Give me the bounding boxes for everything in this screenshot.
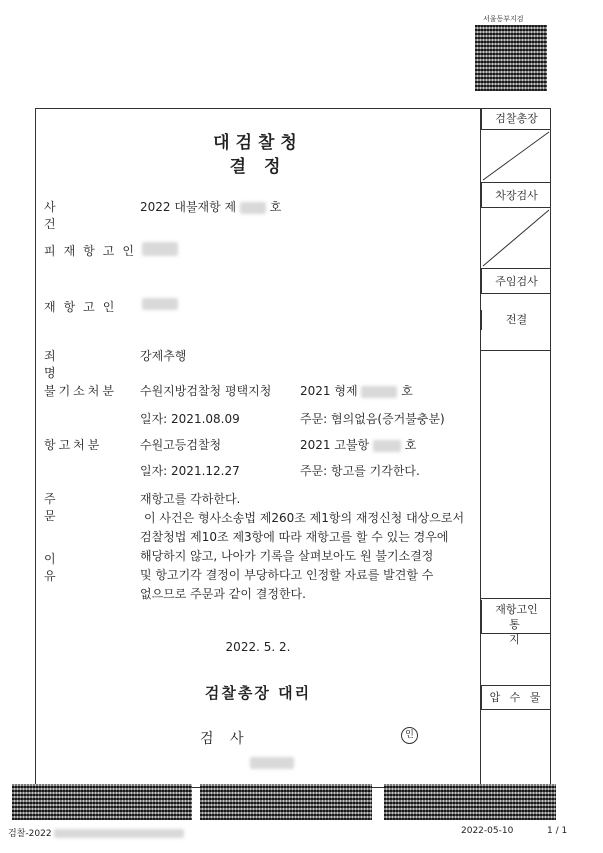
appeal-office: 수원고등검찰청 xyxy=(140,438,222,452)
appeal-case-suffix: 호 xyxy=(404,438,417,452)
charge-label: 죄 명 xyxy=(44,349,112,380)
nonprosec-date: 일자: 2021.08.09 xyxy=(140,412,240,426)
prosecutor-label: 검 사 xyxy=(200,731,250,747)
signer-title: 검찰총장 대리 xyxy=(204,684,312,702)
approval-empty-slash xyxy=(481,208,551,268)
notice-cell xyxy=(481,600,551,646)
redacted-appellant-name xyxy=(142,298,178,310)
barcode-footer-3 xyxy=(384,784,556,820)
appeal-date: 일자: 2021.12.27 xyxy=(140,464,240,478)
footer-doc-number xyxy=(8,826,184,839)
reason-label: 이 유 xyxy=(44,552,112,583)
seized-items: 압 수 물 xyxy=(481,686,551,710)
notice-line2: 통 지 xyxy=(509,618,538,646)
seal-mark: 인 xyxy=(401,727,418,744)
reason-line: 및 항고기각 결정이 부당하다고 인정할 자료를 발견할 수 xyxy=(140,568,434,582)
notice-line1: 재항고인 xyxy=(495,603,538,616)
order-text: 재항고를 각하한다. xyxy=(140,492,241,506)
agency-title: 대검찰청 xyxy=(213,133,303,153)
appeal-case xyxy=(300,436,416,453)
barcode-top xyxy=(475,25,547,91)
footer-date: 2022-05-10 xyxy=(461,826,514,836)
suspect-label: 피재항고인 xyxy=(44,244,142,258)
footer-doc-number-prefix: 검찰-2022 xyxy=(8,829,52,839)
approval-chief-sign: 전결 xyxy=(481,310,551,330)
panel-divider xyxy=(481,598,551,599)
order-label: 주 문 xyxy=(44,492,112,523)
appeal-order: 주문: 항고를 기각한다. xyxy=(300,464,420,478)
charge-value: 강제추행 xyxy=(140,349,187,363)
reason-line: 없으므로 주문과 같이 결정한다. xyxy=(140,587,306,601)
appeal-case-prefix: 2021 고불항 xyxy=(300,438,370,452)
case-value-suffix: 호 xyxy=(269,200,282,214)
footer-page: 1 / 1 xyxy=(547,826,568,836)
case-value xyxy=(140,198,281,215)
appellant-label: 재항고인 xyxy=(44,300,123,314)
nonprosec-case-suffix: 호 xyxy=(401,384,413,398)
approval-prosecutor-general: 검찰총장 xyxy=(481,108,551,130)
reason-line: 이 사건은 형사소송법 제260조 제1항의 재정신청 대상으로서 xyxy=(144,511,465,525)
redacted-doc-number xyxy=(54,829,184,838)
case-label: 사 건 xyxy=(44,200,102,231)
nonprosec-case xyxy=(300,382,413,399)
reason-line: 해당하지 않고, 나아가 기록을 살펴보아도 원 불기소결정 xyxy=(140,549,434,563)
redacted-case-number xyxy=(240,202,266,214)
approval-deputy: 차장검사 xyxy=(481,182,551,208)
doc-type-title: 결 정 xyxy=(229,157,287,177)
case-value-prefix: 2022 대불재항 제 xyxy=(140,200,237,214)
office-stamp-label: 서울동부지검 xyxy=(483,15,524,23)
barcode-footer-2 xyxy=(200,784,372,820)
barcode-footer-1 xyxy=(12,784,192,820)
redacted-nonprosec-number xyxy=(361,386,397,398)
redacted-suspect-name xyxy=(142,242,178,256)
panel-divider xyxy=(481,350,551,351)
approval-empty-slash xyxy=(481,130,551,182)
nonprosec-case-prefix: 2021 형제 xyxy=(300,384,358,398)
reason-line: 검찰청법 제10조 제3항에 따라 재항고를 할 수 있는 경우에 xyxy=(140,530,449,544)
redacted-prosecutor-name xyxy=(250,757,294,769)
decision-date: 2022. 5. 2. xyxy=(225,640,291,654)
approval-chief: 주임검사 xyxy=(481,268,551,294)
nonprosec-label: 불기소처분 xyxy=(44,384,117,398)
nonprosec-order: 주문: 혐의없음(증거불충분) xyxy=(300,412,445,426)
reason-body xyxy=(140,509,480,604)
redacted-appeal-number xyxy=(373,440,401,452)
nonprosec-office: 수원지방검찰청 평택지청 xyxy=(140,384,272,398)
appeal-label: 항고처분 xyxy=(44,438,103,452)
